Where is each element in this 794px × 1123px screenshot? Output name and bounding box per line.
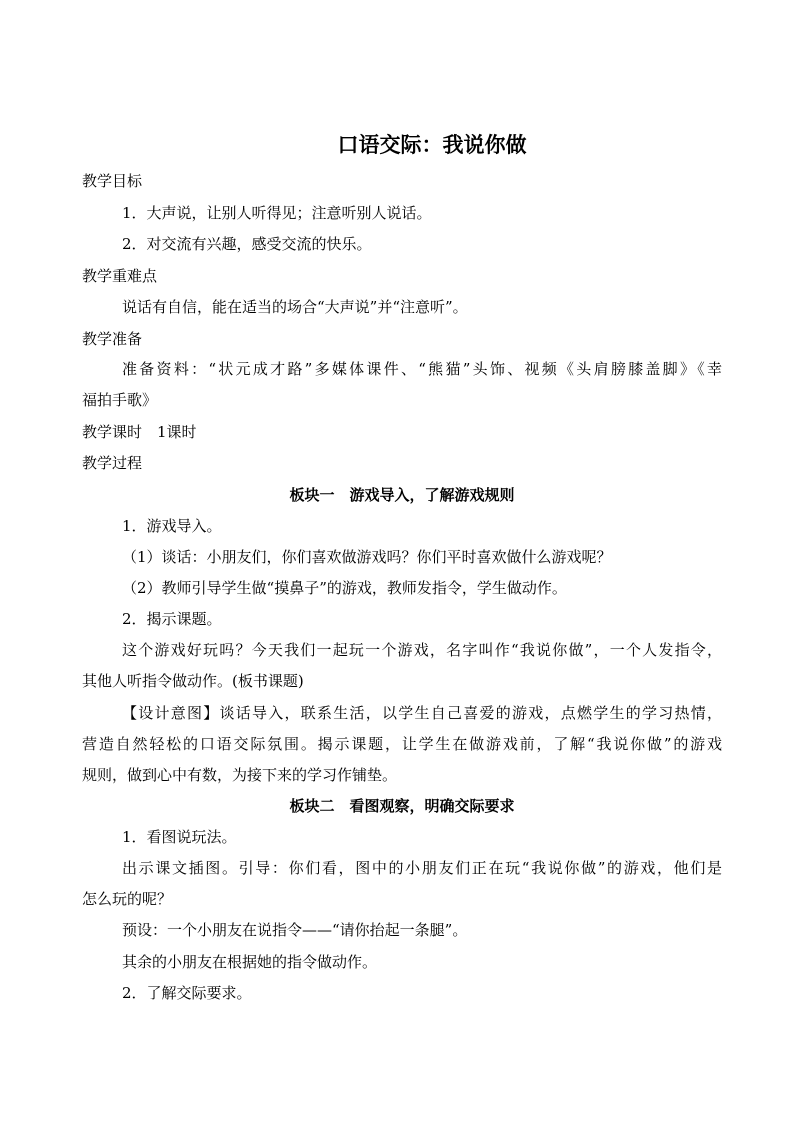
- section-1-para-line-1: 这个游戏好玩吗？今天我们一起玩一个游戏，名字叫作“我说你做”，一个人发指令，: [122, 641, 722, 659]
- section-1-step-2: 2．揭示课题。: [122, 610, 222, 628]
- heading-key-points: 教学重难点: [82, 267, 158, 285]
- goal-item-1: 1．大声说，让别人听得见；注意听别人说话。: [122, 204, 432, 222]
- heading-preparation: 教学准备: [82, 330, 143, 348]
- section-2-step-1: 1．看图说玩法。: [122, 828, 237, 846]
- document-title: 口语交际：我说你做: [337, 132, 527, 157]
- section-1-para-line-2: 其他人听指令做动作。(板书课题): [82, 672, 304, 690]
- section-2-para-line-1: 出示课文插图。引导：你们看，图中的小朋友们正在玩“我说你做”的游戏，他们是: [122, 859, 722, 877]
- preparation-text-line-2: 福拍手歌》: [82, 391, 158, 409]
- section-2-heading: 板块二 看图观察，明确交际要求: [289, 797, 515, 815]
- design-intent-line-1: 【设计意图】谈话导入，联系生活，以学生自己喜爱的游戏，点燃学生的学习热情，: [122, 704, 722, 722]
- section-2-step-2: 2．了解交际要求。: [122, 984, 252, 1002]
- goal-item-2: 2．对交流有兴趣，感受交流的快乐。: [122, 235, 372, 253]
- heading-teaching-goals: 教学目标: [82, 172, 143, 190]
- section-1-step-1a: （1）谈话：小朋友们，你们喜欢做游戏吗？你们平时喜欢做什么游戏呢？: [122, 548, 612, 566]
- section-2-others: 其余的小朋友在根据她的指令做动作。: [122, 953, 378, 971]
- key-point-text: 说话有自信，能在适当的场合“大声说”并“注意听”。: [122, 298, 468, 316]
- design-intent-line-2: 营造自然轻松的口语交际氛围。揭示课题，让学生在做游戏前，了解“我说你做”的游戏: [82, 735, 722, 753]
- preparation-text-line-1: 准备资料：“状元成才路”多媒体课件、“熊猫”头饰、视频《头肩膀膝盖脚》《幸: [122, 360, 722, 378]
- heading-process: 教学过程: [82, 454, 143, 472]
- design-intent-line-3: 规则，做到心中有数，为接下来的学习作铺垫。: [82, 766, 398, 784]
- section-2-preset: 预设：一个小朋友在说指令——“请你抬起一条腿”。: [122, 921, 468, 939]
- class-hours: 教学课时 1课时: [82, 423, 197, 441]
- section-1-step-1b: （2）教师引导学生做“摸鼻子”的游戏，教师发指令，学生做动作。: [122, 579, 567, 597]
- section-1-heading: 板块一 游戏导入，了解游戏规则: [289, 486, 515, 504]
- section-1-step-1: 1．游戏导入。: [122, 517, 222, 535]
- section-2-para-line-2: 怎么玩的呢？: [82, 890, 173, 908]
